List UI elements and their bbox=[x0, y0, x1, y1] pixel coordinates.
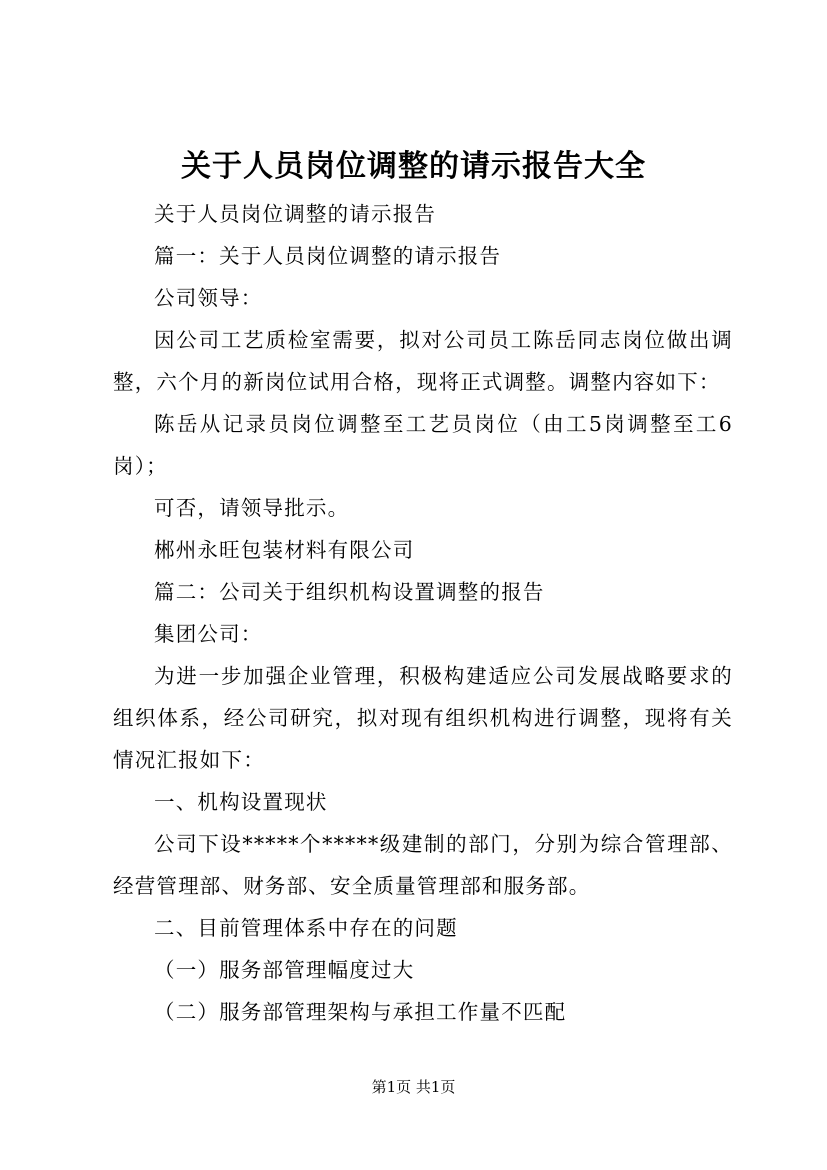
paragraph: 陈岳从记录员岗位调整至工艺员岗位（由工5岗调整至工6岗）； bbox=[113, 412, 733, 478]
paragraph: 二、目前管理体系中存在的问题 bbox=[154, 916, 458, 940]
paragraph: 可否，请领导批示。 bbox=[154, 496, 350, 520]
paragraph: 关于人员岗位调整的请示报告 bbox=[154, 202, 437, 226]
paragraph: 一、机构设置现状 bbox=[154, 790, 328, 814]
document-body bbox=[113, 193, 733, 1033]
paragraph: （二）服务部管理架构与承担工作量不匹配 bbox=[154, 1000, 567, 1024]
paragraph: 因公司工艺质检室需要，拟对公司员工陈岳同志岗位做出调整，六个月的新岗位试用合格，现将正式调整。调整内容如下： bbox=[113, 328, 733, 394]
paragraph: 郴州永旺包装材料有限公司 bbox=[154, 538, 415, 562]
paragraph: 为进一步加强企业管理，积极构建适应公司发展战略要求的组织体系，经公司研究，拟对现有组织机构进行调整，现将有关情况汇报如下： bbox=[113, 664, 733, 772]
paragraph: 公司领导： bbox=[154, 286, 263, 310]
paragraph: 集团公司： bbox=[154, 622, 263, 646]
page-number-footer: 第1页 共1页 bbox=[371, 1078, 456, 1096]
paragraph: 公司下设*****个*****级建制的部门，分别为综合管理部、经营管理部、财务部、安全质量管理部和服务部。 bbox=[113, 832, 733, 898]
paragraph: 篇二：公司关于组织机构设置调整的报告 bbox=[154, 580, 545, 604]
document-title: 关于人员岗位调整的请示报告大全 bbox=[181, 149, 646, 184]
paragraph: （一）服务部管理幅度过大 bbox=[154, 958, 415, 982]
paragraph: 篇一：关于人员岗位调整的请示报告 bbox=[154, 244, 502, 268]
